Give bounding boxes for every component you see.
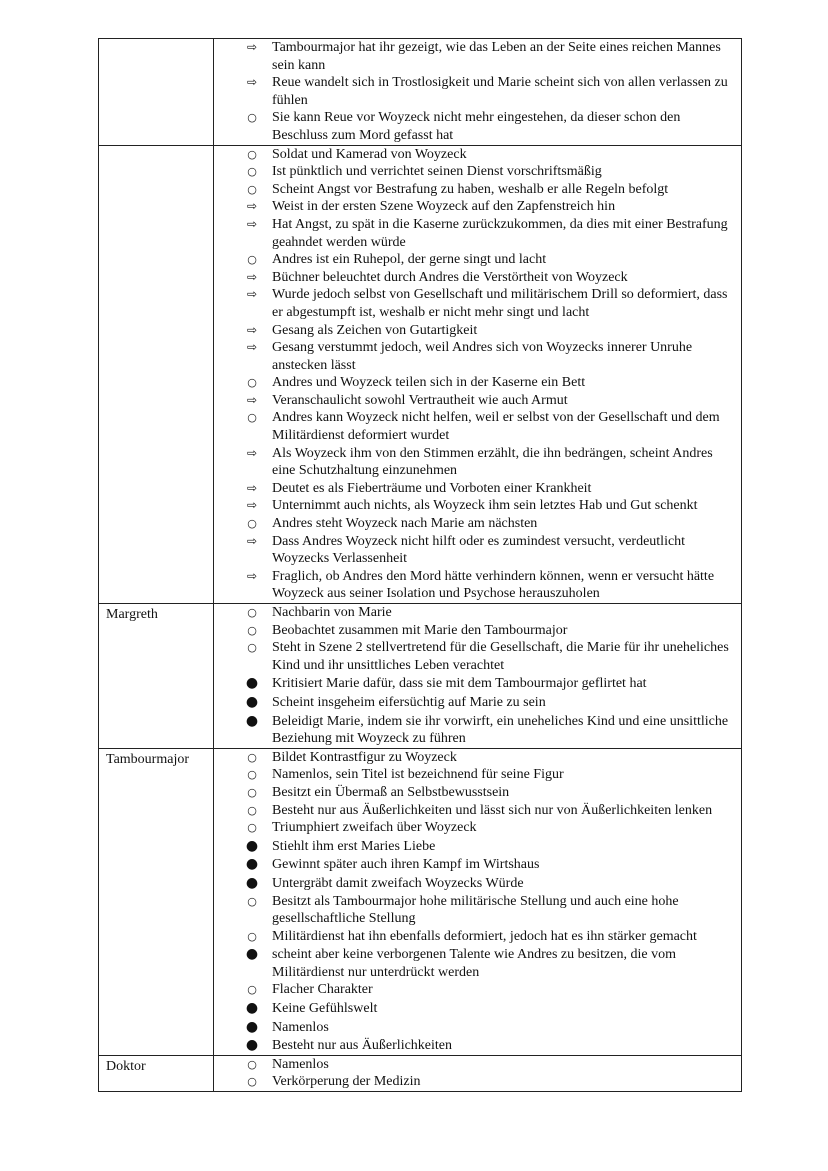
character-name-cell [99, 39, 214, 146]
list-item-text: Bildet Kontrastfigur zu Woyzeck [272, 749, 457, 765]
character-points-cell [214, 748, 742, 1055]
hollow-bullet-icon: ○ [247, 517, 257, 531]
character-points-cell [214, 39, 742, 146]
list-item-text: Büchner beleuchtet durch Andres die Verstörtheit von Woyzeck [272, 269, 628, 285]
list-item [214, 1037, 741, 1055]
list-item [214, 216, 741, 251]
filled-bullet-icon: ● [245, 874, 259, 891]
hollow-bullet-icon: ○ [247, 821, 257, 835]
hollow-bullet-icon: ○ [247, 750, 257, 764]
hollow-bullet-icon: ○ [247, 165, 257, 179]
list-item-text: Fraglich, ob Andres den Mord hätte verhindern können, wenn er versucht hätte Woyzeck aus seiner Isolation und Psychose herauszuholen [272, 568, 715, 602]
list-item [214, 339, 741, 374]
list-item-text: Nachbarin von Marie [272, 605, 392, 620]
list-item [214, 286, 741, 321]
list-item [214, 766, 741, 784]
list-item [214, 928, 741, 946]
arrow-bullet-icon: ⇨ [246, 340, 258, 355]
list-item-text: Reue wandelt sich in Trostlosigkeit und Marie scheint sich von allen verlassen zu fühlen [272, 75, 728, 108]
hollow-bullet-icon: ○ [247, 785, 257, 799]
list-item [214, 1073, 741, 1091]
list-item-text: Verkörperung der Medizin [272, 1074, 421, 1090]
list-item-text: Gesang als Zeichen von Gutartigkeit [272, 322, 478, 338]
list-item [214, 409, 741, 444]
list-item-text: Namenlos [272, 1056, 329, 1072]
list-item [214, 856, 741, 874]
hollow-bullet-icon: ○ [247, 253, 257, 267]
list-item-text: Weist in der ersten Szene Woyzeck auf den Zapfenstreich hin [272, 199, 616, 215]
list-item-text: Namenlos [272, 1019, 329, 1035]
filled-bullet-icon: ● [245, 1018, 259, 1035]
list-item-text: Besitzt als Tambourmajor hohe militärische Stellung und auch eine hohe gesellschaftliche Stellung [272, 893, 679, 927]
filled-bullet-icon: ● [245, 712, 259, 729]
filled-bullet-icon: ● [245, 693, 259, 710]
list-item [214, 981, 741, 999]
hollow-bullet-icon: ○ [247, 376, 257, 390]
list-item-text: Gesang verstummt jedoch, weil Andres sich von Woyzecks innerer Unruhe anstecken lässt [272, 340, 693, 373]
character-name-cell [99, 604, 214, 749]
point-list [214, 39, 741, 145]
list-item-text: Untergräbt damit zweifach Woyzecks Würde [272, 875, 524, 891]
arrow-bullet-icon: ⇨ [246, 392, 258, 407]
character-row [99, 1055, 742, 1091]
list-item-text: scheint aber keine verborgenen Talente wie Andres zu besitzen, die vom Militärdienst nur unterdrückt werden [272, 947, 676, 980]
list-item-text: Keine Gefühlswelt [272, 1001, 378, 1017]
list-item-text: Andres ist ein Ruhepol, der gerne singt und lacht [272, 252, 547, 268]
list-item [214, 893, 741, 928]
hollow-bullet-icon: ○ [247, 411, 257, 425]
list-item-text: Besitzt ein Übermaß an Selbstbewusstsein [272, 784, 510, 800]
point-list [214, 749, 741, 1055]
list-item [214, 875, 741, 893]
character-table-body [99, 39, 742, 1092]
filled-bullet-icon: ● [245, 946, 259, 963]
list-item [214, 269, 741, 287]
list-item [214, 322, 741, 340]
list-item [214, 622, 741, 640]
hollow-bullet-icon: ○ [247, 1057, 257, 1071]
list-item [214, 181, 741, 199]
list-item [214, 515, 741, 533]
arrow-bullet-icon: ⇨ [246, 216, 258, 231]
list-item-text: Beobachtet zusammen mit Marie den Tambourmajor [272, 622, 568, 638]
character-name: Margreth [106, 607, 158, 622]
hollow-bullet-icon: ○ [247, 983, 257, 997]
list-item [214, 163, 741, 181]
character-name-cell [99, 748, 214, 1055]
list-item [214, 1019, 741, 1037]
list-item [214, 497, 741, 515]
arrow-bullet-icon: ⇨ [246, 287, 258, 302]
list-item [214, 568, 741, 603]
arrow-bullet-icon: ⇨ [246, 40, 258, 54]
filled-bullet-icon: ● [245, 837, 259, 854]
character-table [98, 38, 742, 1092]
list-item [214, 604, 741, 622]
list-item [214, 713, 741, 748]
list-item [214, 39, 741, 74]
list-item-text: Hat Angst, zu spät in die Kaserne zurückzukommen, da dies mit einer Bestrafung geahndet werden würde [272, 216, 728, 250]
character-points-cell [214, 145, 742, 603]
list-item-text: Unternimmt auch nichts, als Woyzeck ihm sein letztes Hab und Gut schenkt [272, 498, 698, 514]
list-item-text: Ist pünktlich und verrichtet seinen Dienst vorschriftsmäßig [272, 164, 602, 180]
character-name: Doktor [106, 1058, 146, 1074]
hollow-bullet-icon: ○ [247, 894, 257, 908]
list-item [214, 946, 741, 981]
character-row [99, 748, 742, 1055]
arrow-bullet-icon: ⇨ [246, 480, 258, 495]
hollow-bullet-icon: ○ [247, 623, 257, 637]
arrow-bullet-icon: ⇨ [246, 269, 258, 284]
arrow-bullet-icon: ⇨ [246, 498, 258, 513]
point-list [214, 1056, 741, 1091]
list-item [214, 784, 741, 802]
list-item [214, 198, 741, 216]
list-item-text: Besteht nur aus Äußerlichkeiten [272, 1038, 453, 1054]
hollow-bullet-icon: ○ [247, 641, 257, 655]
list-item-text: Deutet es als Fieberträume und Vorboten einer Krankheit [272, 480, 592, 496]
list-item [214, 74, 741, 109]
hollow-bullet-icon: ○ [247, 182, 257, 196]
list-item-text: Andres und Woyzeck teilen sich in der Kaserne ein Bett [272, 375, 586, 391]
list-item-text: Sie kann Reue vor Woyzeck nicht mehr eingestehen, da dieser schon den Beschluss zum Mord gefasst hat [272, 110, 681, 143]
list-item-text: Stiehlt ihm erst Maries Liebe [272, 838, 436, 854]
list-item [214, 802, 741, 820]
list-item [214, 251, 741, 269]
character-name-cell [99, 145, 214, 603]
arrow-bullet-icon: ⇨ [246, 199, 258, 214]
list-item-text: Beleidigt Marie, indem sie ihr vorwirft, ein uneheliches Kind und eine unsittliche Beziehung mit Woyzeck zu führen [272, 713, 729, 747]
list-item-text: Veranschaulicht sowohl Vertrautheit wie auch Armut [272, 392, 568, 408]
list-item-text: Kritisiert Marie dafür, dass sie mit dem Tambourmajor geflirtet hat [272, 676, 647, 692]
character-points-cell [214, 604, 742, 749]
list-item-text: Triumphiert zweifach über Woyzeck [272, 820, 477, 836]
arrow-bullet-icon: ⇨ [246, 322, 258, 337]
arrow-bullet-icon: ⇨ [246, 445, 258, 460]
hollow-bullet-icon: ○ [247, 111, 257, 125]
arrow-bullet-icon: ⇨ [246, 75, 258, 90]
list-item [214, 392, 741, 410]
hollow-bullet-icon: ○ [247, 147, 257, 161]
filled-bullet-icon: ● [245, 1000, 259, 1017]
list-item [214, 675, 741, 693]
list-item [214, 749, 741, 767]
hollow-bullet-icon: ○ [247, 606, 257, 619]
character-name: Tambourmajor [106, 751, 189, 767]
list-item-text: Als Woyzeck ihm von den Stimmen erzählt, die ihn bedrängen, scheint Andres eine Schutzhaltung einzunehmen [272, 445, 713, 479]
list-item [214, 1000, 741, 1018]
point-list [214, 604, 741, 748]
filled-bullet-icon: ● [245, 675, 259, 692]
list-item [214, 819, 741, 837]
hollow-bullet-icon: ○ [247, 1075, 257, 1089]
hollow-bullet-icon: ○ [247, 803, 257, 817]
list-item-text: Soldat und Kamerad von Woyzeck [272, 146, 467, 162]
list-item-text: Besteht nur aus Äußerlichkeiten und lässt sich nur von Äußerlichkeiten lenken [272, 802, 713, 818]
character-name-cell [99, 1055, 214, 1091]
arrow-bullet-icon: ⇨ [246, 533, 258, 548]
list-item-text: Flacher Charakter [272, 982, 373, 998]
list-item-text: Tambourmajor hat ihr gezeigt, wie das Leben an der Seite eines reichen Mannes sein kann [272, 40, 721, 73]
character-points-cell [214, 1055, 742, 1091]
arrow-bullet-icon: ⇨ [246, 568, 258, 583]
hollow-bullet-icon: ○ [247, 929, 257, 943]
list-item [214, 533, 741, 568]
list-item [214, 109, 741, 144]
list-item [214, 445, 741, 480]
list-item-text: Scheint insgeheim eifersüchtig auf Marie zu sein [272, 694, 546, 710]
list-item-text: Andres steht Woyzeck nach Marie am nächsten [272, 516, 538, 532]
list-item [214, 694, 741, 712]
list-item [214, 146, 741, 164]
list-item [214, 838, 741, 856]
filled-bullet-icon: ● [245, 856, 259, 873]
character-row [99, 604, 742, 749]
point-list [214, 146, 741, 603]
list-item-text: Dass Andres Woyzeck nicht hilft oder es zumindest versucht, verdeutlicht Woyzecks Verlassenheit [272, 533, 686, 567]
character-row [99, 39, 742, 146]
list-item-text: Steht in Szene 2 stellvertretend für die Gesellschaft, die Marie für ihr uneheliches Kind und ihr unsittliches Leben verachtet [272, 640, 729, 673]
list-item-text: Scheint Angst vor Bestrafung zu haben, weshalb er alle Regeln befolgt [272, 181, 669, 197]
list-item [214, 1056, 741, 1074]
list-item [214, 374, 741, 392]
list-item-text: Militärdienst hat ihn ebenfalls deformiert, jedoch hat es ihn stärker gemacht [272, 928, 697, 944]
filled-bullet-icon: ● [245, 1037, 259, 1054]
list-item-text: Gewinnt später auch ihren Kampf im Wirtshaus [272, 857, 540, 873]
list-item [214, 639, 741, 674]
list-item-text: Namenlos, sein Titel ist bezeichnend für seine Figur [272, 767, 564, 783]
list-item-text: Wurde jedoch selbst von Gesellschaft und militärischem Drill so deformiert, dass er abgestumpft ist, weshalb er nicht mehr singt und lacht [272, 287, 728, 320]
hollow-bullet-icon: ○ [247, 768, 257, 782]
list-item-text: Andres kann Woyzeck nicht helfen, weil er selbst von der Gesellschaft und dem Militärdienst deformiert wurdet [272, 410, 720, 444]
list-item [214, 480, 741, 498]
character-row [99, 145, 742, 603]
